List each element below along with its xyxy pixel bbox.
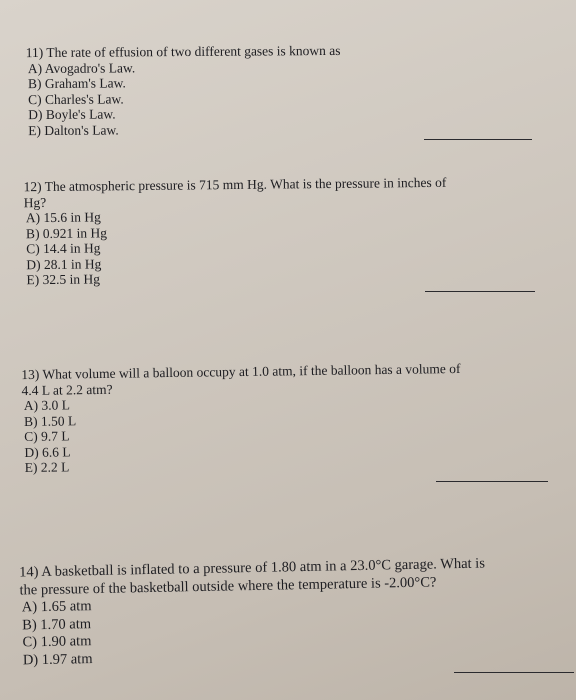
choice-b: B) Graham's Law.	[27, 75, 126, 92]
choice-d: D) 6.6 L	[24, 443, 71, 460]
question-12	[23, 175, 447, 288]
choice-d: D) Boyle's Law.	[28, 106, 116, 123]
choice-a: A) Avogadro's Law.	[27, 59, 136, 76]
question-text: 14) A basketball is inflated to a pressure of 1.80 atm in a 23.0°C garage. What is	[19, 555, 486, 581]
choice-b: B) 1.50 L	[23, 412, 77, 429]
question-text-continued: the pressure of the basketball outside where the temperature is -2.00°C?	[19, 573, 437, 598]
choice-a: A) 1.65 atm	[21, 598, 92, 616]
choice-d: D) 28.1 in Hg	[26, 255, 102, 272]
choice-b: B) 0.921 in Hg	[25, 224, 108, 241]
question-text: 12) The atmospheric pressure is 715 mm Hg. What is the pressure in inches of	[23, 174, 447, 195]
question-14	[19, 556, 487, 670]
question-text-continued: 4.4 L at 2.2 atm?	[21, 381, 113, 398]
choice-a: A) 15.6 in Hg	[25, 209, 101, 226]
answer-blank-12	[425, 291, 535, 292]
choice-c: C) 9.7 L	[24, 428, 70, 445]
question-11	[26, 43, 341, 138]
question-text: 11) The rate of effusion of two different gases is known as	[25, 42, 341, 61]
question-13	[21, 361, 462, 476]
choice-e: E) Dalton's Law.	[28, 121, 119, 138]
choice-b: B) 1.70 atm	[22, 615, 92, 633]
question-text: 13) What volume will a balloon occupy at 1.0 atm, if the balloon has a volume of	[21, 360, 461, 383]
choice-e: E) 2.2 L	[24, 459, 70, 476]
answer-blank-13	[436, 481, 548, 482]
choice-c: C) 1.90 atm	[22, 633, 92, 651]
answer-blank-14	[454, 672, 574, 673]
choice-c: C) 14.4 in Hg	[26, 240, 101, 257]
question-text-continued: Hg?	[23, 194, 47, 210]
choice-c: C) Charles's Law.	[28, 90, 124, 107]
answer-blank-11	[424, 139, 532, 140]
choice-a: A) 3.0 L	[23, 397, 71, 414]
choice-e: E) 32.5 in Hg	[26, 271, 101, 288]
choice-d: D) 1.97 atm	[22, 650, 93, 668]
